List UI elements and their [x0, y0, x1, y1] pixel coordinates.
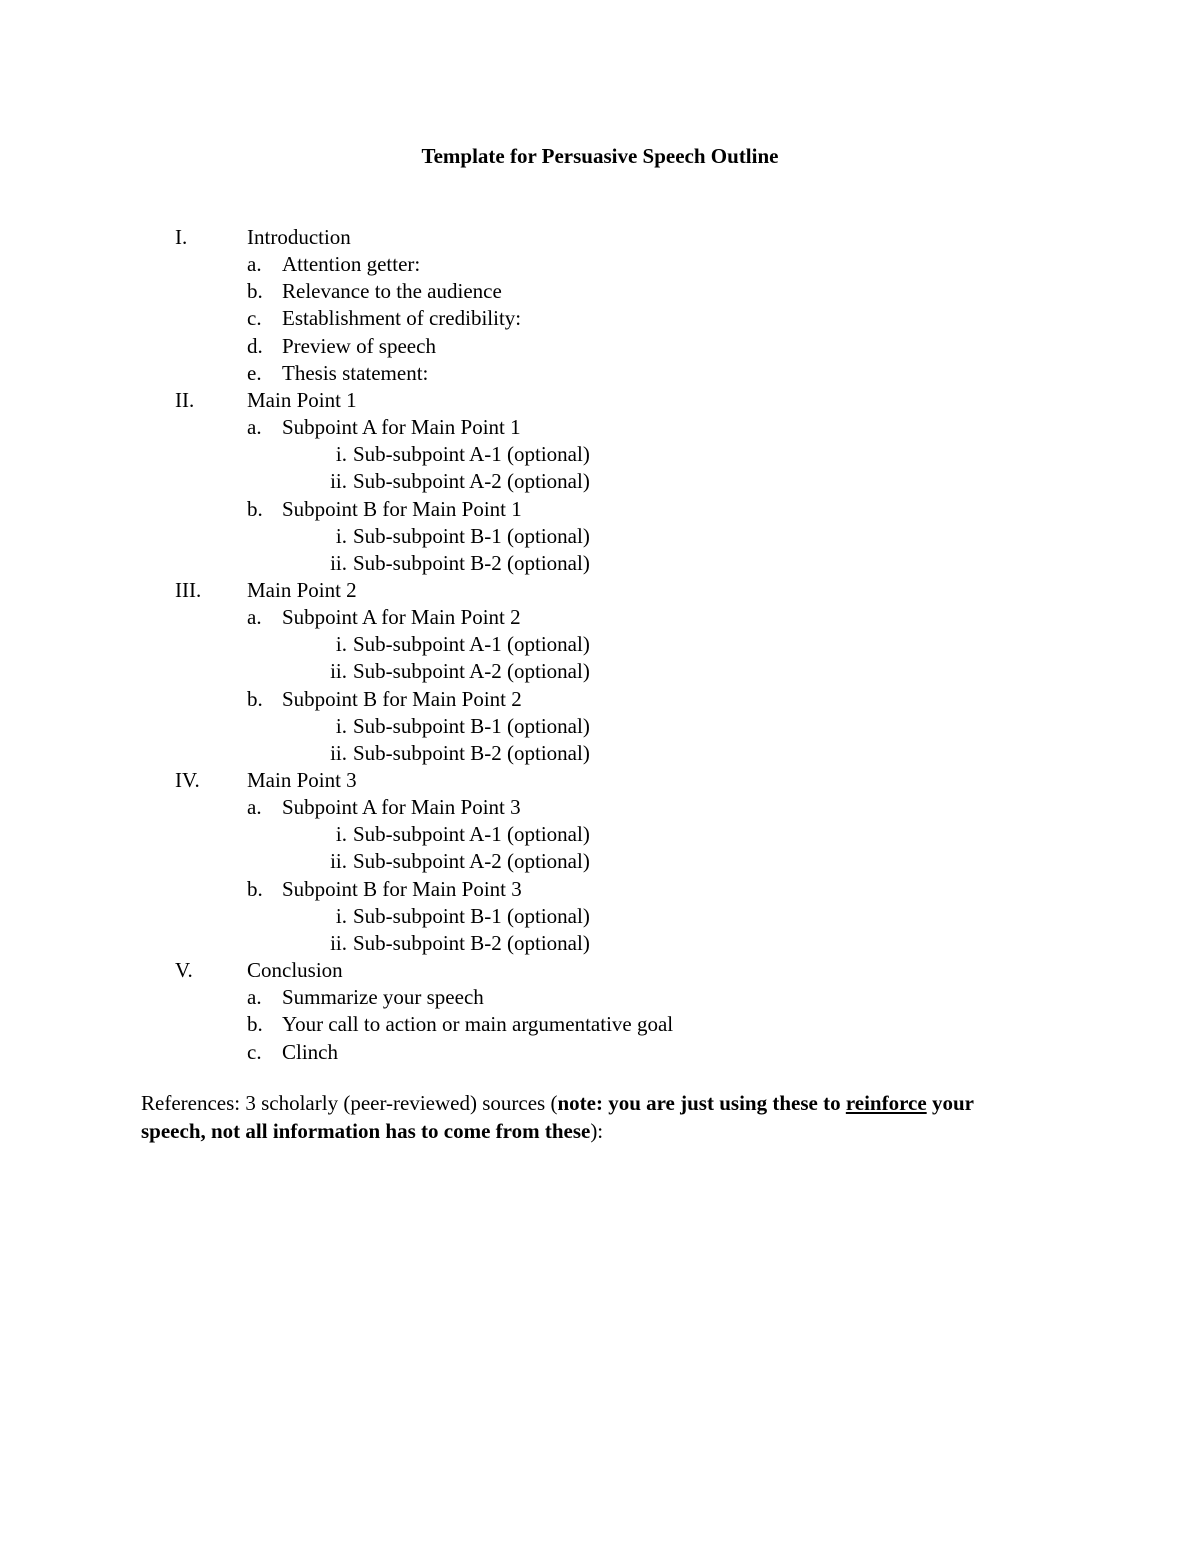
outline-subpoint-label: c. [247, 306, 262, 331]
outline-sub-subpoint-label: i. [335, 713, 347, 738]
outline-section-text: Main Point 1 [247, 387, 357, 412]
outline-subpoint-text: Attention getter: [282, 252, 421, 277]
outline-sub-subpoint-text: Sub-subpoint A-1 (optional) [353, 442, 590, 467]
outline-sub-subpoint-label: ii. [330, 849, 347, 874]
document-title: Template for Persuasive Speech Outline [421, 144, 779, 168]
outline-subpoint-label: b. [247, 876, 263, 901]
outline-sub-subpoint-text: Sub-subpoint A-2 (optional) [353, 659, 590, 684]
outline-section-label: II. [175, 387, 195, 412]
outline-section-label: V. [175, 958, 193, 983]
outline-subpoint-label: a. [247, 252, 262, 277]
outline-subpoint-label: b. [247, 686, 263, 711]
outline-subpoint-label: a. [247, 605, 262, 630]
outline-subpoint-text: Relevance to the audience [282, 279, 502, 304]
outline-sub-subpoint-label: i. [335, 523, 347, 548]
outline-subpoint-text: Clinch [282, 1039, 338, 1064]
outline-sub-subpoint-label: ii. [330, 469, 347, 494]
outline-sub-subpoint-label: ii. [330, 659, 347, 684]
outline-section-text: Introduction [247, 225, 351, 249]
outline-sub-subpoint-text: Sub-subpoint A-1 (optional) [353, 632, 590, 657]
outline-sub-subpoint-text: Sub-subpoint B-2 (optional) [353, 740, 590, 765]
outline-subpoint-text: Preview of speech [282, 333, 436, 358]
outline-sub-subpoint-text: Sub-subpoint B-1 (optional) [353, 903, 590, 928]
outline-sub-subpoint-label: i. [335, 822, 347, 847]
outline-subpoint-label: c. [247, 1039, 262, 1064]
outline-subpoint-text: Subpoint A for Main Point 1 [282, 415, 521, 440]
outline-sub-subpoint-text: Sub-subpoint A-2 (optional) [353, 469, 590, 494]
outline-subpoint-text: Subpoint A for Main Point 2 [282, 605, 521, 630]
outline-sub-subpoint-label: ii. [330, 740, 347, 765]
outline-section-label: I. [175, 225, 188, 249]
outline-sub-subpoint-label: i. [335, 632, 347, 657]
outline-section-text: Conclusion [247, 958, 343, 983]
outline-subpoint-label: a. [247, 415, 262, 440]
outline-section-label: IV. [175, 768, 200, 792]
outline-sub-subpoint-text: Sub-subpoint A-1 (optional) [353, 822, 590, 847]
outline-sub-subpoint-text: Sub-subpoint B-2 (optional) [353, 930, 590, 955]
outline-sub-subpoint-text: Sub-subpoint B-1 (optional) [353, 523, 590, 548]
outline-sub-subpoint-label: ii. [330, 550, 347, 575]
outline-subpoint-text: Subpoint B for Main Point 3 [282, 876, 522, 901]
outline-subpoint-text: Establishment of credibility: [282, 306, 522, 331]
references-paragraph [141, 1089, 1041, 1145]
outline-subpoint-text: Subpoint B for Main Point 1 [282, 496, 522, 521]
outline-subpoint-label: b. [247, 496, 263, 521]
outline-sub-subpoint-label: ii. [330, 930, 347, 955]
outline-sub-subpoint-label: i. [335, 903, 347, 928]
outline-sub-subpoint-label: i. [335, 442, 347, 467]
outline-subpoint-text: Summarize your speech [282, 985, 484, 1010]
outline-subpoint-label: a. [247, 795, 262, 820]
outline-subpoint-label: d. [247, 333, 263, 358]
references-note-underlined: reinforce [845, 1091, 927, 1115]
outline-subpoint-text: Thesis statement: [282, 360, 429, 385]
outline-sub-subpoint-text: Sub-subpoint B-2 (optional) [353, 550, 590, 575]
references-prefix: References: 3 scholarly (peer-reviewed) sources ( [141, 1091, 558, 1115]
outline-section-label: III. [175, 577, 202, 602]
outline-section-text: Main Point 2 [247, 577, 357, 602]
outline-subpoint-label: b. [247, 279, 263, 304]
outline-subpoint-text: Your call to action or main argumentative goal [282, 1012, 674, 1037]
outline-section-text: Main Point 3 [247, 768, 357, 792]
outline-subpoint-text: Subpoint A for Main Point 3 [282, 795, 521, 820]
references-note-part-1: note: you are just using these to [557, 1091, 846, 1115]
outline-subpoint-label: b. [247, 1012, 263, 1037]
outline-subpoint-label: e. [247, 360, 262, 385]
references-note-part-2: your speech, not all information has to come from these [141, 1091, 974, 1143]
outline-sub-subpoint-text: Sub-subpoint B-1 (optional) [353, 713, 590, 738]
outline-sub-subpoint-text: Sub-subpoint A-2 (optional) [353, 849, 590, 874]
outline-subpoint-label: a. [247, 985, 262, 1010]
outline-subpoint-text: Subpoint B for Main Point 2 [282, 686, 522, 711]
references-suffix: ): [590, 1119, 604, 1143]
